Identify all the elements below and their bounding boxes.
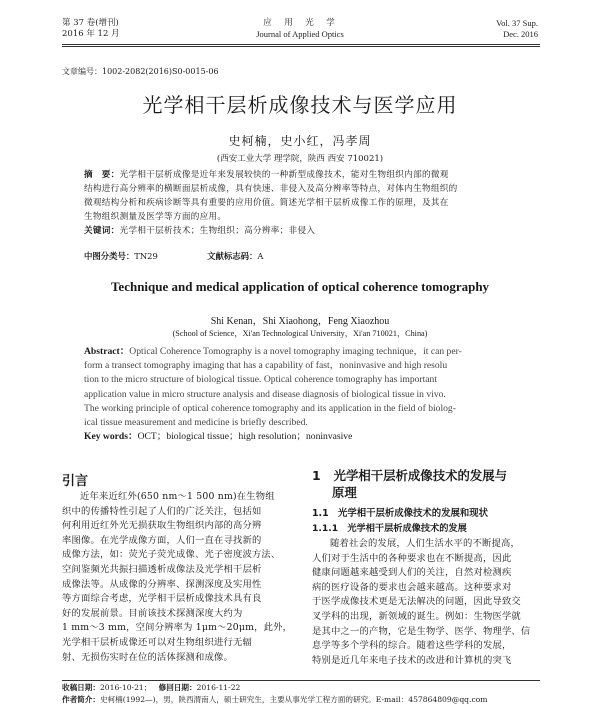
doc-code-label: 文献标志码： bbox=[207, 251, 258, 261]
abstract-en-line: application value in micro structure analysis and disease diagnosis of biological tissue in vivo. bbox=[84, 388, 446, 400]
keywords-cn bbox=[84, 224, 536, 238]
abstract-cn-line: 微观结构分析和疾病诊断等具有重要的应用价值。简述光学相干层析成像工作的原理，及其在 bbox=[84, 198, 449, 208]
authors-cn: 史柯楠，史小红，冯孝周 bbox=[228, 134, 372, 148]
authors-en: Shi Kenan，Shi Xiaohong，Feng Xiaozhou bbox=[210, 316, 390, 327]
header-rule bbox=[62, 44, 540, 45]
paper-title-en: Technique and medical application of optical coherence tomography bbox=[110, 279, 490, 294]
section-1-paragraph bbox=[312, 537, 542, 668]
abstract-en-line: ical tissue measurement and medicine is briefly described. bbox=[84, 417, 308, 429]
section-1-line: 健康问题越来越受到人们的关注，自然对检测疾 bbox=[312, 567, 512, 579]
section-heading-1 bbox=[312, 467, 544, 501]
date-en: Dec. 2016 bbox=[503, 29, 538, 39]
paper-title-cn: 光学相干层析成像技术与医学应用 bbox=[142, 93, 458, 117]
author-info-text: 史柯楠(1992—)，男，陕西渭南人，硕士研究生，主要从事光学工程方面的研究。E-mail：457864809@qq.com bbox=[99, 695, 488, 704]
intro-line: 近年来近红外(650 nm～1 500 nm)在生物组 bbox=[80, 491, 275, 502]
abstract-cn-line bbox=[84, 168, 536, 182]
intro-line: 成像方法，如：荧光子荧光成像、光子密度波方法、 bbox=[62, 549, 281, 561]
affiliation-en: (School of Science，Xi'an Technological University，Xi'an 710021，China) bbox=[172, 329, 428, 338]
section-1-line: 是其中之一的产物，它是生物学、医学、物理学、信 bbox=[312, 625, 531, 637]
header-rule-2 bbox=[62, 46, 540, 47]
intro-line: 率图像。在光学成像方面，人们一直在寻找新的 bbox=[62, 534, 262, 546]
keywords-en-text: OCT；biological tissue；high resolution；noninvasive bbox=[137, 431, 353, 443]
intro-line: 成像法等。从成像的分辨率、探测深度及实用性 bbox=[62, 578, 262, 590]
section-1-line bbox=[312, 467, 544, 484]
received-label: 收稿日期： bbox=[62, 683, 100, 692]
issue-date: 2016 年 12 月 bbox=[62, 29, 120, 39]
keywords-en bbox=[84, 430, 540, 444]
abstract-en bbox=[84, 345, 540, 444]
revised-label: 修回日期： bbox=[158, 683, 197, 692]
abstract-cn-line: 结构进行高分辨率的横断面层析成像，具有快速、非侵入及高分辨率等特点，对体内生物组织的 bbox=[84, 184, 458, 194]
keywords-cn-text: 光学相干层析技术；生物组织；高分辨率；非侵入 bbox=[119, 226, 316, 236]
affiliation-cn: (西安工业大学 理学院，陕西 西安 710021) bbox=[216, 154, 384, 164]
section-heading-intro: 引言 bbox=[62, 474, 89, 489]
doc-code-value: A bbox=[257, 251, 264, 261]
footnote-author bbox=[62, 694, 542, 706]
intro-line: 好的发展前景。目前该技术探测深度大约为 bbox=[62, 607, 243, 619]
keywords-cn-label: 关键词： bbox=[84, 226, 120, 236]
abstract-en-label: Abstract： bbox=[84, 346, 130, 357]
intro-line: 光学相干层析成像还可以对生物组织进行无辐 bbox=[62, 636, 252, 648]
section-1-line: 随着社会的发展，人们生活水平的不断提高， bbox=[330, 538, 520, 549]
journal-name-cn: 应 用 光 学 bbox=[263, 18, 337, 28]
section-1-line: 病的医疗设备的要求也会越来越高。这种要求对 bbox=[312, 581, 512, 593]
section-1-title-cont: 原理 bbox=[332, 485, 357, 500]
clc-label: 中图分类号： bbox=[84, 251, 135, 261]
section-1-number: 1 bbox=[312, 468, 321, 483]
volume-issue: 第 37 卷(增刊) bbox=[62, 18, 119, 28]
section-1-title: 光学相干层析成像技术的发展与 bbox=[333, 468, 508, 483]
footnote-dates bbox=[62, 682, 542, 694]
footnote-rule bbox=[62, 680, 540, 681]
received-date: 2016-10-21； bbox=[99, 683, 152, 692]
abstract-en-text: Optical Coherence Tomography is a novel tomography imaging technique，it can per- bbox=[129, 346, 462, 357]
article-number: 文章编号：1002-2082(2016)S0-0015-06 bbox=[62, 67, 219, 76]
abstract-en-line: tion to the micro structure of biological tissue. Optical coherence tomography has important bbox=[84, 374, 438, 386]
abstract-en-line: The working principle of optical coherence tomography and its application in the field of biolog- bbox=[84, 402, 456, 414]
classification-cn bbox=[84, 250, 263, 262]
clc-value: TN29 bbox=[134, 251, 158, 261]
journal-name-en: Journal of Applied Optics bbox=[256, 29, 344, 39]
intro-line: 等方面综合考虑，光学相干层析成像技术具有良 bbox=[62, 593, 262, 605]
section-1-line: 特别是近几年来电子技术的改进和计算机的突飞 bbox=[312, 654, 512, 666]
subsection-1-1: 1.1 光学相干层析成像技术的发展和现状 bbox=[312, 508, 488, 519]
footnote bbox=[62, 682, 542, 706]
abstract-cn-text: 光学相干层析成像是近年来发展较快的一种新型成像技术，能对生物组织内部的微观 bbox=[119, 170, 449, 180]
journal-volume-en bbox=[496, 18, 538, 40]
intro-line: 织中的传播特性引起了人们的广泛关注，包括如 bbox=[62, 505, 262, 517]
intro-paragraph bbox=[62, 490, 300, 665]
intro-line: 射、无损伤实时在位的活体探测和成像。 bbox=[62, 651, 233, 663]
section-1-line: 叉学科的出现，新领域的诞生。例如：生物医学就 bbox=[312, 610, 521, 622]
abstract-cn-line: 生物组织测量及医学等方面的应用。 bbox=[84, 212, 227, 222]
abstract-cn-label: 摘 要： bbox=[84, 170, 120, 180]
volume-en: Vol. 37 Sup. bbox=[496, 18, 538, 28]
section-1-line: 于医学成像技术更是无法解决的问题，因此导致交 bbox=[312, 596, 521, 608]
abstract-en-line bbox=[84, 345, 540, 359]
section-1-line: 人们对于生活中的各种要求也在不断提高，因此 bbox=[312, 552, 512, 564]
intro-line: 1 mm～3 mm，空间分辨率为 1μm～20μm，此外， bbox=[62, 622, 293, 634]
abstract-cn bbox=[84, 168, 536, 238]
section-1-line: 息学等多个学科的综合。随着这些学科的发展， bbox=[312, 640, 512, 652]
intro-line: 空间鉴频光共振扫描透析成像法及光学相干层析 bbox=[62, 563, 262, 575]
revised-date: 2016-11-22 bbox=[196, 683, 241, 692]
subsection-1-1-1: 1.1.1 光学相干层析成像技术的发展 bbox=[312, 523, 467, 534]
abstract-en-line: form a transect tomography imaging that has a capability of fast，noninvasive and high resolu bbox=[84, 360, 448, 372]
keywords-en-label: Key words： bbox=[84, 431, 138, 443]
intro-line: 何利用近红外光无损获取生物组织内部的高分辨 bbox=[62, 520, 262, 532]
author-info-label: 作者简介： bbox=[62, 695, 100, 704]
